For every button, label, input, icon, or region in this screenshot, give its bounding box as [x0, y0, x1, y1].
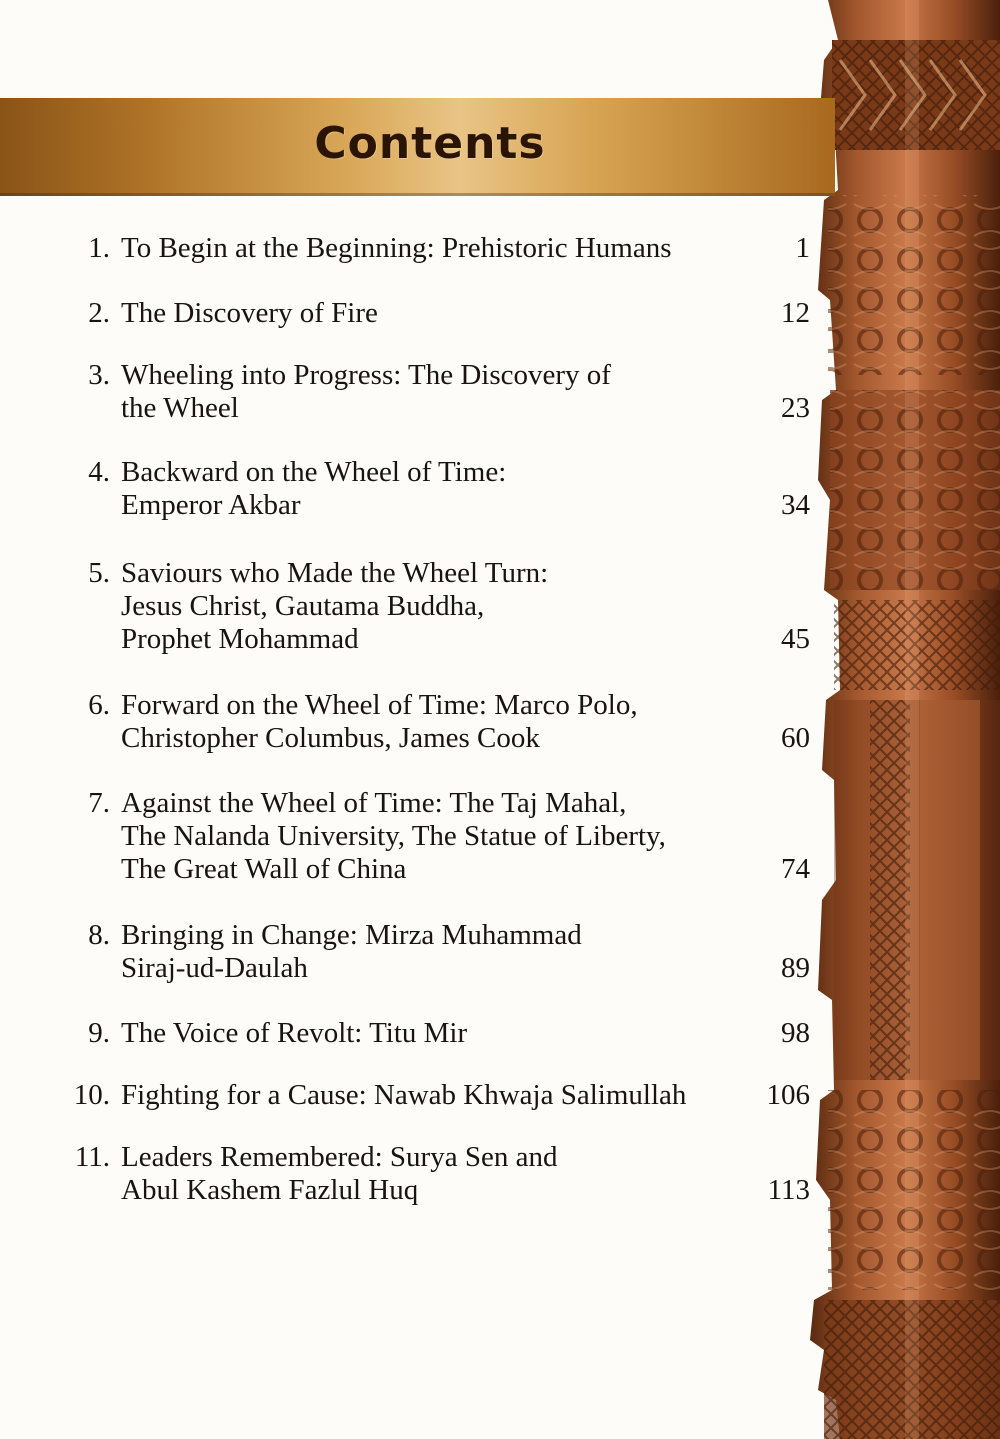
- toc-entry: [0, 919, 830, 985]
- toc-entry-title-line: The Discovery of Fire: [121, 297, 378, 329]
- toc-entry-title-line: The Great Wall of China: [121, 853, 407, 885]
- toc-entry-title: [121, 1141, 751, 1207]
- toc-entry-page-number: 12: [781, 297, 810, 329]
- toc-entry-number: 1.: [88, 232, 110, 264]
- carved-pillar-image: [810, 0, 1000, 1439]
- toc-entry-title-line: The Nalanda University, The Statue of Liberty,: [121, 820, 666, 852]
- toc-entry-number: 4.: [88, 456, 110, 488]
- toc-entry-title-line: Forward on the Wheel of Time: Marco Polo,: [121, 689, 638, 721]
- toc-entry-title-line: Wheeling into Progress: The Discovery of: [121, 359, 611, 391]
- toc-entry-title-line: the Wheel: [121, 392, 239, 424]
- toc-entry-number: 5.: [88, 557, 110, 589]
- toc-entry-title-line: Fighting for a Cause: Nawab Khwaja Salimullah: [121, 1079, 687, 1111]
- toc-entry-title: [121, 1017, 751, 1050]
- toc-entry-title: [121, 1079, 751, 1112]
- toc-entry-number: 8.: [88, 919, 110, 951]
- toc-entry-number: 3.: [88, 359, 110, 391]
- contents-heading: Contents: [314, 118, 546, 169]
- toc-entry: [0, 557, 830, 656]
- toc-entry: [0, 1017, 830, 1050]
- toc-entry-title: [121, 297, 751, 330]
- toc-entry-page-number: 113: [767, 1174, 810, 1206]
- toc-entry-title-line: Bringing in Change: Mirza Muhammad: [121, 919, 582, 951]
- toc-entry-title: [121, 456, 751, 522]
- toc-entry-page-number: 45: [781, 623, 810, 655]
- toc-entry: [0, 787, 830, 886]
- toc-entry-number: 6.: [88, 689, 110, 721]
- toc-entry-title-line: Abul Kashem Fazlul Huq: [121, 1174, 419, 1206]
- toc-entry: [0, 1079, 830, 1112]
- toc-entry-title-line: Jesus Christ, Gautama Buddha,: [121, 590, 485, 622]
- toc-entry-number: 11.: [74, 1141, 110, 1173]
- toc-entry-title: [121, 557, 751, 656]
- toc-entry-page-number: 74: [781, 853, 810, 885]
- toc-entry-number: 2.: [88, 297, 110, 329]
- toc-entry-page-number: 1: [795, 232, 810, 264]
- toc-entry-page-number: 34: [781, 489, 810, 521]
- toc-entry-title: [121, 359, 751, 425]
- toc-entry: [0, 232, 830, 265]
- toc-entry-title: [121, 919, 751, 985]
- toc-entry-page-number: 106: [766, 1079, 810, 1111]
- toc-entry-title: [121, 787, 751, 886]
- toc-entry-title-line: Emperor Akbar: [121, 489, 301, 521]
- toc-entry-title-line: Christopher Columbus, James Cook: [121, 722, 540, 754]
- toc-entry-title-line: The Voice of Revolt: Titu Mir: [121, 1017, 468, 1049]
- toc-entry-title: [121, 232, 751, 265]
- toc-entry-page-number: 60: [781, 722, 810, 754]
- toc-entry-number: 9.: [88, 1017, 110, 1049]
- toc-entry: [0, 297, 830, 330]
- toc-entry: [0, 1141, 830, 1207]
- toc-entry-title-line: Siraj-ud-Daulah: [121, 952, 308, 984]
- toc-entry-title-line: To Begin at the Beginning: Prehistoric Humans: [121, 232, 672, 264]
- toc-entry-page-number: 98: [781, 1017, 810, 1049]
- toc-entry-title-line: Saviours who Made the Wheel Turn:: [121, 557, 549, 589]
- toc-entry-title: [121, 689, 751, 755]
- toc-entry-title-line: Backward on the Wheel of Time:: [121, 456, 507, 488]
- toc-entry-page-number: 23: [781, 392, 810, 424]
- toc-entry: [0, 359, 830, 425]
- toc-entry-number: 7.: [88, 787, 110, 819]
- toc-entry: [0, 689, 830, 755]
- toc-entry-page-number: 89: [781, 952, 810, 984]
- toc-entry-title-line: Leaders Remembered: Surya Sen and: [121, 1141, 558, 1173]
- toc-entry: [0, 456, 830, 522]
- toc-entry-title-line: Against the Wheel of Time: The Taj Mahal,: [121, 787, 627, 819]
- toc-entry-number: 10.: [73, 1079, 110, 1111]
- toc-entry-title-line: Prophet Mohammad: [121, 623, 359, 655]
